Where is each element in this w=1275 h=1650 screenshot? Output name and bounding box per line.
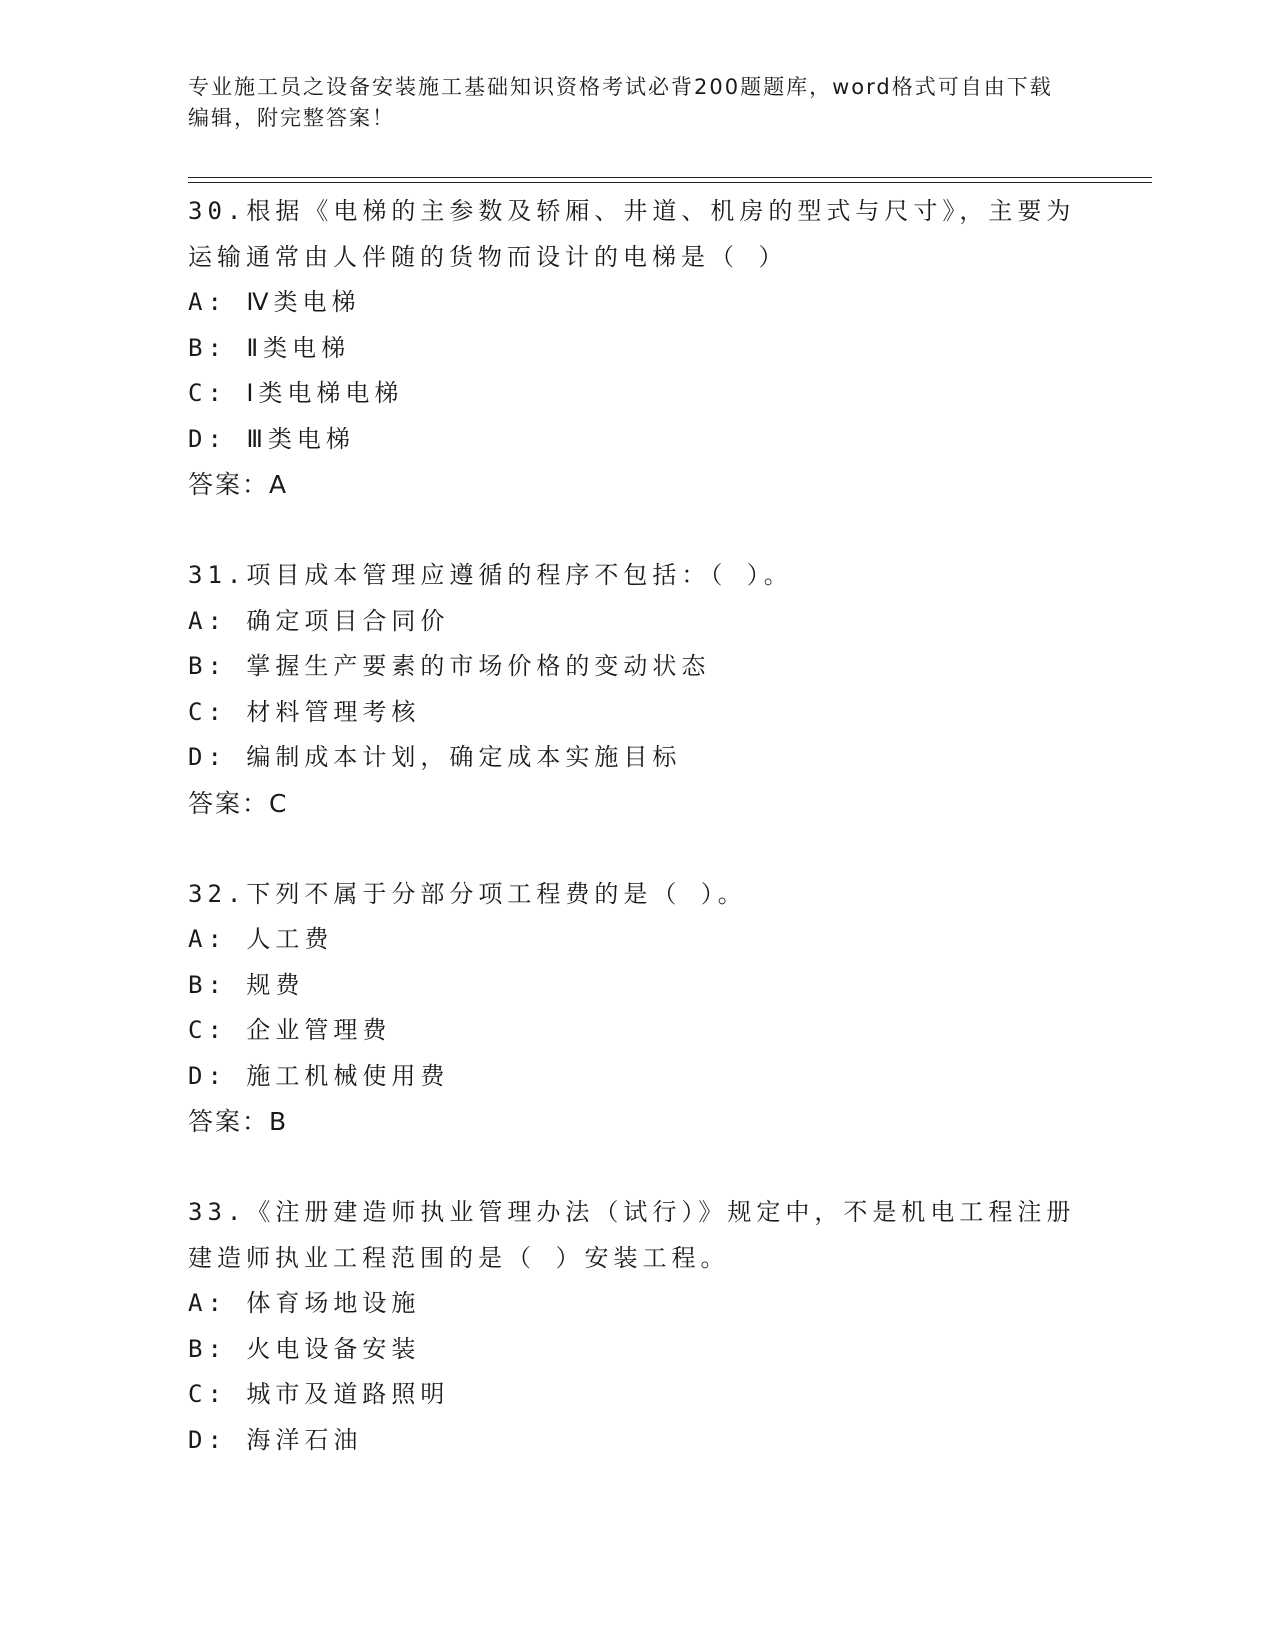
option-a: A: 确定项目合同价 xyxy=(188,606,450,635)
answer: 答案：A xyxy=(188,470,289,499)
option-d: D: 施工机械使用费 xyxy=(188,1061,450,1090)
header-divider-bottom xyxy=(188,182,1152,183)
question-33 xyxy=(188,1190,1088,1463)
question-text: 30.根据《电梯的主参数及轿厢、井道、机房的型式与尺寸》，主要为运输通常由人伴随的货物而设计的电梯是（ ） xyxy=(188,197,1076,271)
question-text: 32.下列不属于分部分项工程费的是（ ）。 xyxy=(188,879,747,908)
option-a: A: 体育场地设施 xyxy=(188,1289,421,1317)
question-30 xyxy=(188,189,1088,508)
question-text: 31.项目成本管理应遵循的程序不包括：（ ）。 xyxy=(188,561,793,589)
question-spacer xyxy=(188,508,1088,554)
header-title: 专业施工员之设备安装施工基础知识资格考试必背200题题库，word格式可自由下载编辑，附完整答案！ xyxy=(188,75,1053,130)
question-32 xyxy=(188,872,1088,1145)
answer: 答案：C xyxy=(188,788,289,818)
option-b: B: 规费 xyxy=(188,970,305,999)
document-header xyxy=(188,72,1068,134)
answer: 答案：B xyxy=(188,1107,289,1136)
header-divider-top xyxy=(188,177,1152,178)
question-31 xyxy=(188,553,1088,826)
option-c: C: 企业管理费 xyxy=(188,1016,392,1044)
option-b: B: Ⅱ类电梯 xyxy=(188,333,351,362)
question-spacer xyxy=(188,1145,1088,1191)
option-c: C: Ⅰ类电梯电梯 xyxy=(188,379,404,407)
option-a: A: Ⅳ类电梯 xyxy=(188,288,361,316)
question-list xyxy=(188,189,1088,1463)
question-text: 33.《注册建造师执业管理办法（试行）》规定中，不是机电工程注册建造师执业工程范围的是（ ）安装工程。 xyxy=(188,1198,1076,1272)
option-d: D: Ⅲ类电梯 xyxy=(188,424,355,453)
option-b: B: 火电设备安装 xyxy=(188,1334,421,1363)
option-d: D: 海洋石油 xyxy=(188,1425,363,1454)
question-spacer xyxy=(188,826,1088,872)
option-a: A: 人工费 xyxy=(188,925,334,953)
option-c: C: 材料管理考核 xyxy=(188,697,421,726)
option-b: B: 掌握生产要素的市场价格的变动状态 xyxy=(188,652,711,680)
option-d: D: 编制成本计划，确定成本实施目标 xyxy=(188,743,682,771)
option-c: C: 城市及道路照明 xyxy=(188,1380,450,1408)
